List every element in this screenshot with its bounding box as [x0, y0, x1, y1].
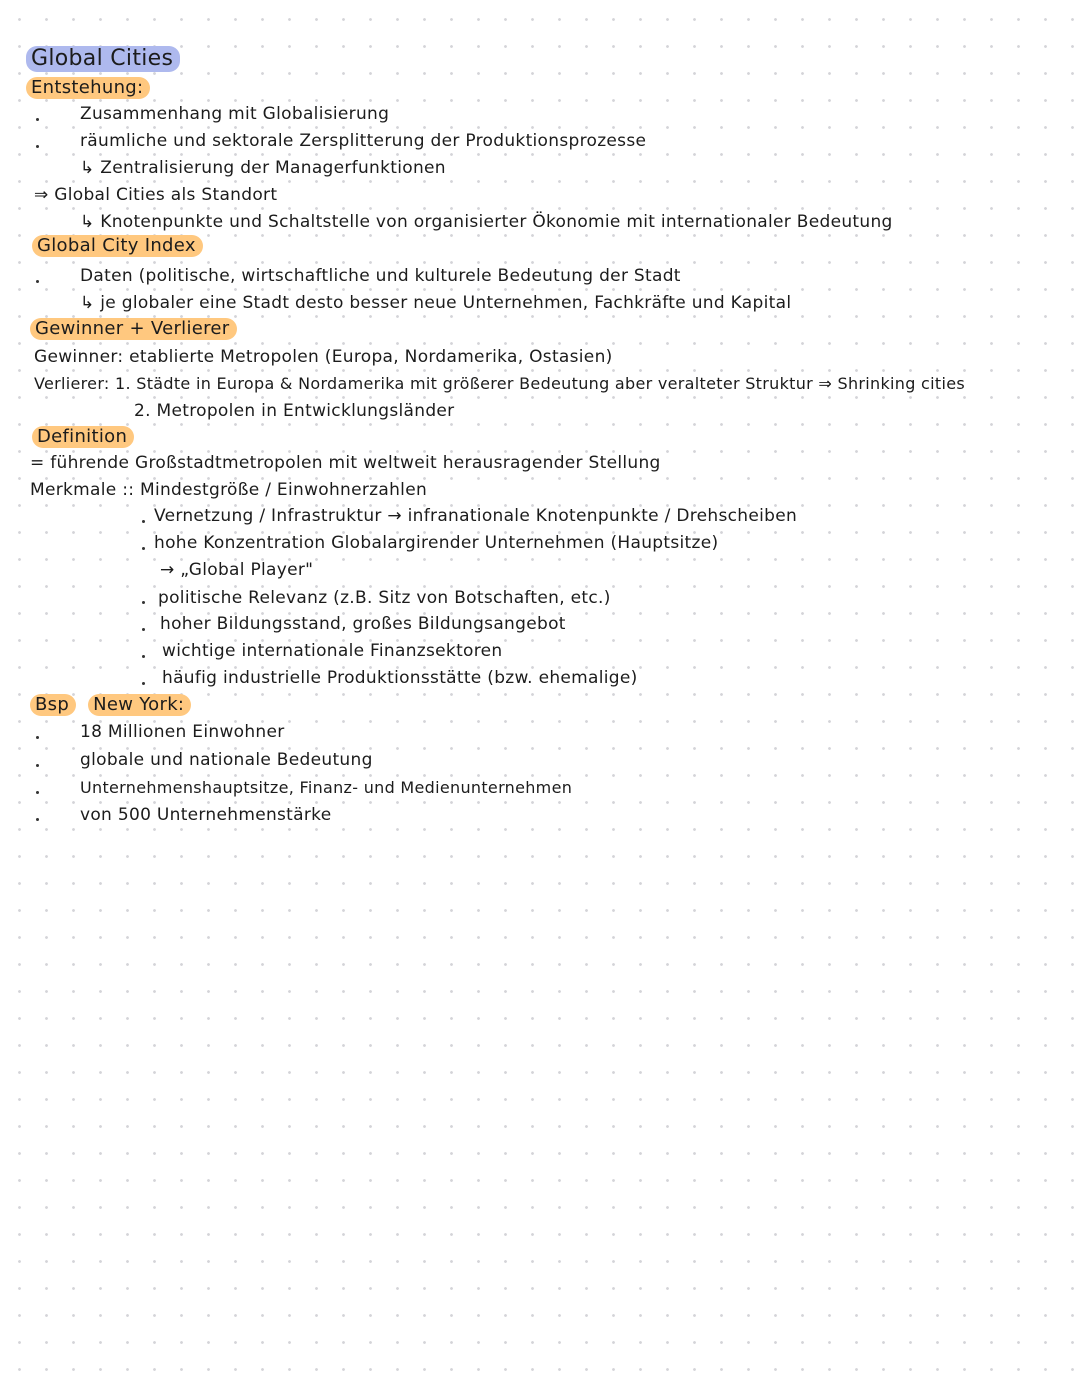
- bullet-dot: [36, 118, 39, 121]
- note-line: Unternehmenshauptsitze, Finanz- und Medienunternehmen: [80, 778, 573, 797]
- note-line: Zusammenhang mit Globalisierung: [80, 104, 390, 124]
- section-heading-beispiel: Bsp New York:: [30, 694, 191, 716]
- bullet-dot: [142, 547, 145, 550]
- note-line: → „Global Player": [160, 560, 314, 580]
- note-line: ⇒ Global Cities als Standort: [34, 185, 278, 205]
- page-title: Global Cities: [26, 46, 180, 72]
- section-heading-entstehung: Entstehung:: [26, 77, 150, 99]
- bullet-dot: [142, 682, 145, 685]
- bullet-dot: [142, 655, 145, 658]
- bullet-dot: [142, 601, 145, 604]
- bullet-dot: [36, 145, 39, 148]
- note-line: räumliche und sektorale Zersplitterung der Produktionsprozesse: [80, 131, 647, 151]
- note-line: globale und nationale Bedeutung: [80, 750, 373, 770]
- bullet-dot: [142, 628, 145, 631]
- bullet-dot: [36, 791, 39, 794]
- note-line: 18 Millionen Einwohner: [80, 722, 285, 742]
- note-line: 2. Metropolen in Entwicklungsländer: [134, 401, 455, 421]
- note-line: wichtige internationale Finanzsektoren: [162, 641, 503, 661]
- note-line: Merkmale :: Mindestgröße / Einwohnerzahlen: [30, 480, 428, 500]
- note-line: häufig industrielle Produktionsstätte (bzw. ehemalige): [162, 668, 638, 688]
- note-line: Verlierer: 1. Städte in Europa & Nordamerika mit größerer Bedeutung aber veralteter Struktur ⇒ Shrinking cities: [34, 374, 966, 393]
- note-line: ↳ Knotenpunkte und Schaltstelle von organisierter Ökonomie mit internationaler Bedeutung: [80, 212, 893, 232]
- note-line: = führende Großstadtmetropolen mit weltweit herausragender Stellung: [30, 453, 661, 473]
- section-heading-definition: Definition: [32, 426, 134, 448]
- section-heading-gewinner: Gewinner + Verlierer: [30, 318, 237, 340]
- bullet-dot: [36, 764, 39, 767]
- note-line: Daten (politische, wirtschaftliche und kulturele Bedeutung der Stadt: [80, 266, 681, 286]
- note-line: von 500 Unternehmenstärke: [80, 805, 332, 825]
- section-heading-index: Global City Index: [32, 235, 203, 257]
- note-line: hoher Bildungsstand, großes Bildungsangebot: [160, 614, 566, 634]
- bullet-dot: [36, 736, 39, 739]
- note-line: ↳ je globaler eine Stadt desto besser neue Unternehmen, Fachkräfte und Kapital: [80, 293, 792, 313]
- bullet-dot: [36, 818, 39, 821]
- bullet-dot: [142, 520, 145, 523]
- note-line: hohe Konzentration Globalargirender Unternehmen (Hauptsitze): [154, 533, 719, 553]
- bullet-dot: [36, 280, 39, 283]
- note-line: Gewinner: etablierte Metropolen (Europa, Nordamerika, Ostasien): [34, 347, 613, 367]
- note-line: Vernetzung / Infrastruktur → infranationale Knotenpunkte / Drehscheiben: [154, 506, 798, 526]
- note-line: ↳ Zentralisierung der Managerfunktionen: [80, 158, 446, 178]
- note-line: politische Relevanz (z.B. Sitz von Botschaften, etc.): [158, 588, 611, 608]
